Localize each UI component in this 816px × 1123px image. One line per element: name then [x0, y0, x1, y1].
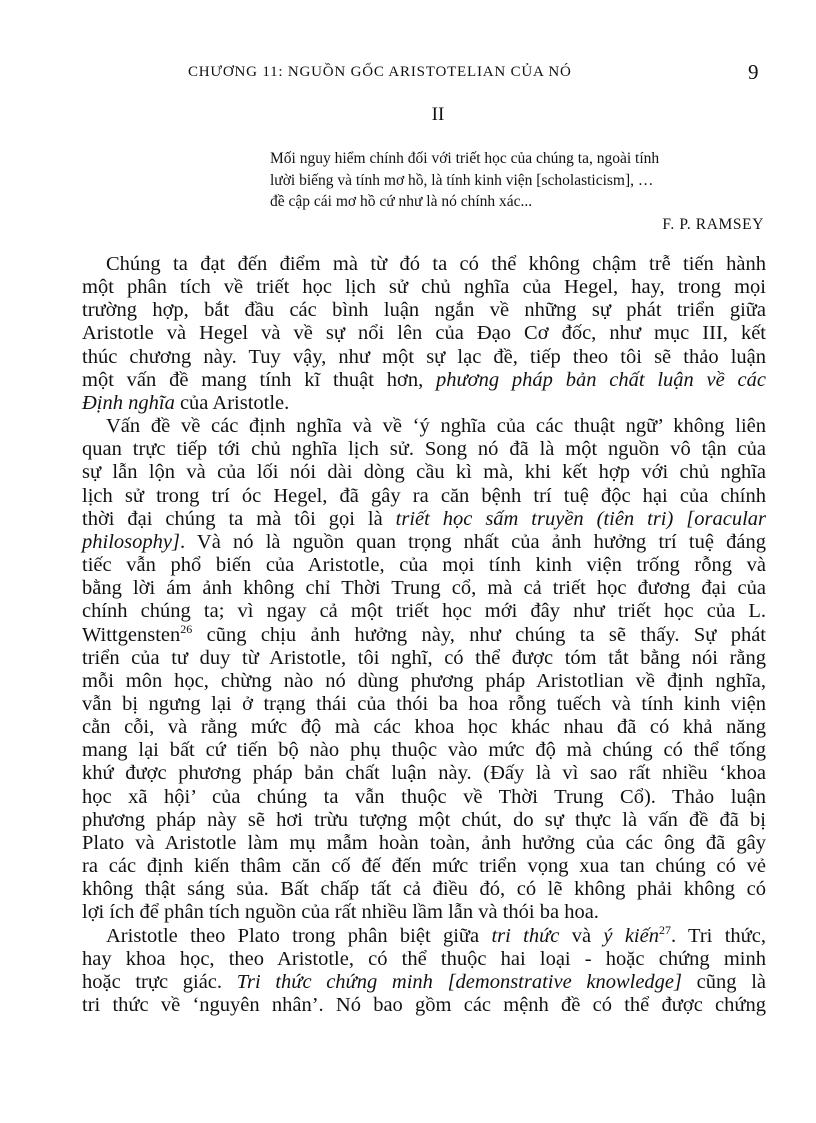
- text-line: sự lẫn lộn và của lối nói dài dòng cầu kì mà, khi kết hợp với chủ nghĩa: [82, 461, 766, 484]
- text-line: Chúng ta đạt đến điểm mà từ đó ta có thể không chậm trễ tiến hành: [106, 253, 766, 275]
- body-text: [82, 253, 766, 1017]
- emphasis-text: phương pháp bản chất luận về các: [436, 368, 766, 391]
- paragraph-2: [82, 415, 766, 924]
- text-line: tiếc vẫn phổ biến của Aristotle, của mọi tính kinh viện trống rỗng và: [82, 554, 766, 577]
- footnote-ref[interactable]: 27: [658, 922, 671, 937]
- text-line: khứ được phương pháp bản chất luận này. (Đấy là vì sao rất nhiều ‘khoa: [82, 762, 766, 785]
- text-line: [82, 369, 766, 392]
- text-line: thúc chương này. Tuy vậy, như một sự lạc đề, tiếp theo tôi sẽ thảo luận: [82, 345, 766, 368]
- text-line: lịch sử trong trí óc Hegel, đã gây ra căn bệnh trí tuệ độc hại của chính: [82, 484, 766, 507]
- text-run: và: [559, 924, 604, 947]
- text-line: quan trực tiếp tới chủ nghĩa lịch sử. Song nó đã là một nguồn vô tận của: [82, 438, 766, 461]
- text-run: Aristotle theo Plato trong phân biệt giữa: [106, 924, 492, 947]
- page-number: 9: [748, 60, 759, 84]
- text-line: không thật sáng sủa. Bất chấp tất cả điều đó, có lẽ không phải không có: [82, 878, 766, 901]
- text-line: [82, 392, 766, 415]
- text-line: Vấn đề về các định nghĩa và về ‘ý nghĩa của các thuật ngữ’ không liên: [106, 415, 766, 438]
- emphasis-text: triết học sấm truyền (tiên tri) [oracular: [395, 507, 766, 530]
- text-line: hay khoa học, theo Aristotle, có thể thuộc hai loại - hoặc chứng minh: [82, 947, 766, 970]
- emphasis-text: Định nghĩa: [82, 391, 175, 414]
- text-line: triển của tư duy từ Aristotle, tôi nghĩ, có thể được tóm tắt bằng nói rằng: [82, 646, 766, 669]
- text-run: . Tri thức,: [670, 924, 766, 947]
- text-run: của Aristotle.: [174, 391, 290, 414]
- text-run: . Và nó là nguồn quan trọng nhất của ảnh hưởng trí tuệ đáng: [179, 530, 766, 553]
- text-run: Wittgensten: [82, 623, 181, 646]
- emphasis-text: Tri thức chứng minh [demonstrative knowledge]: [236, 970, 683, 993]
- text-line: chính chúng ta; vì ngay cả một triết học mới đây như triết học của L.: [82, 600, 766, 623]
- text-line: Aristotle và Hegel và về sự nổi lên của Đạo Cơ đốc, như mục III, kết: [82, 322, 766, 345]
- text-line: cằn cỗi, và rằng mức độ mà các khoa học khác nhau đã có khả năng: [82, 716, 766, 739]
- paragraph-1: [82, 253, 766, 415]
- text-line: trường hợp, bắt đầu các bình luận ngắn về những sự phát triển giữa: [82, 299, 766, 322]
- footnote-ref[interactable]: 26: [180, 621, 193, 636]
- text-line: một phân tích về triết học lịch sử chủ nghĩa của Hegel, hay, trong mọi: [82, 276, 766, 299]
- text-line: [82, 922, 766, 948]
- text-line: tri thức về ‘nguyên nhân’. Nó bao gồm các mệnh đề có thể được chứng: [82, 994, 766, 1016]
- text-line: mỗi môn học, chừng nào nó dùng phương pháp Aristotlian về định nghĩa,: [82, 669, 766, 692]
- section-heading: II: [431, 104, 445, 125]
- paragraph-3: [82, 922, 766, 1018]
- text-run: một vấn đề mang tính kĩ thuật hơn,: [82, 368, 436, 391]
- epigraph-line: đề cập cái mơ hồ cứ như là nó chính xác...: [270, 193, 533, 210]
- emphasis-text: philosophy]: [82, 530, 180, 553]
- text-run: cũng là: [682, 970, 766, 993]
- epigraph-line: lười biếng và tính mơ hồ, là tính kinh viện [scholasticism], …: [270, 171, 654, 189]
- text-run: hoặc trực giác.: [82, 970, 237, 993]
- text-line: vẫn bị ngưng lại ở trạng thái của thói ba hoa rỗng tuếch và tính kinh viện: [82, 692, 766, 715]
- epigraph-author: F. P. RAMSEY: [662, 215, 764, 233]
- epigraph-line: Mối nguy hiểm chính đối với triết học của chúng ta, ngoài tính: [270, 150, 660, 167]
- text-line: ra các định kiến thâm căn cố đế đến mức triển vọng xua tan chúng có vẻ: [82, 855, 766, 878]
- text-line: phương pháp này sẽ hơi trừu tượng một chút, do sự thực là vấn đề đã bị: [82, 808, 766, 831]
- text-line: [82, 531, 766, 554]
- text-run: thời đại chúng ta mà tôi gọi là: [82, 507, 396, 530]
- text-line: [82, 508, 766, 531]
- text-line: bằng lời ám ảnh không chỉ Thời Trung cổ, mà cả triết học đương đại của: [82, 577, 766, 600]
- text-line: mang lại bất cứ tiến bộ nào phụ thuộc vào mức độ mà chúng có thể tống: [82, 739, 766, 762]
- text-line: học xã hội’ của chúng ta vẫn thuộc về Thời Trung Cổ). Thảo luận: [82, 785, 766, 808]
- text-line: [82, 971, 766, 994]
- emphasis-text: tri thức: [491, 924, 560, 947]
- emphasis-text: ý kiến: [603, 924, 659, 947]
- running-header: CHƯƠNG 11: NGUỒN GỐC ARISTOTELIAN CỦA NÓ: [188, 64, 572, 80]
- epigraph: [270, 148, 764, 235]
- text-line: [82, 621, 766, 647]
- text-run: cũng chịu ảnh hưởng này, như chúng ta sẽ thấy. Sự phát: [192, 623, 766, 646]
- text-line: Plato và Aristotle làm mụ mẫm hoàn toàn, ảnh hưởng của các ông đã gây: [82, 831, 766, 854]
- text-line: lợi ích để phân tích nguồn của rất nhiều lầm lẫn và thói ba hoa.: [82, 901, 599, 924]
